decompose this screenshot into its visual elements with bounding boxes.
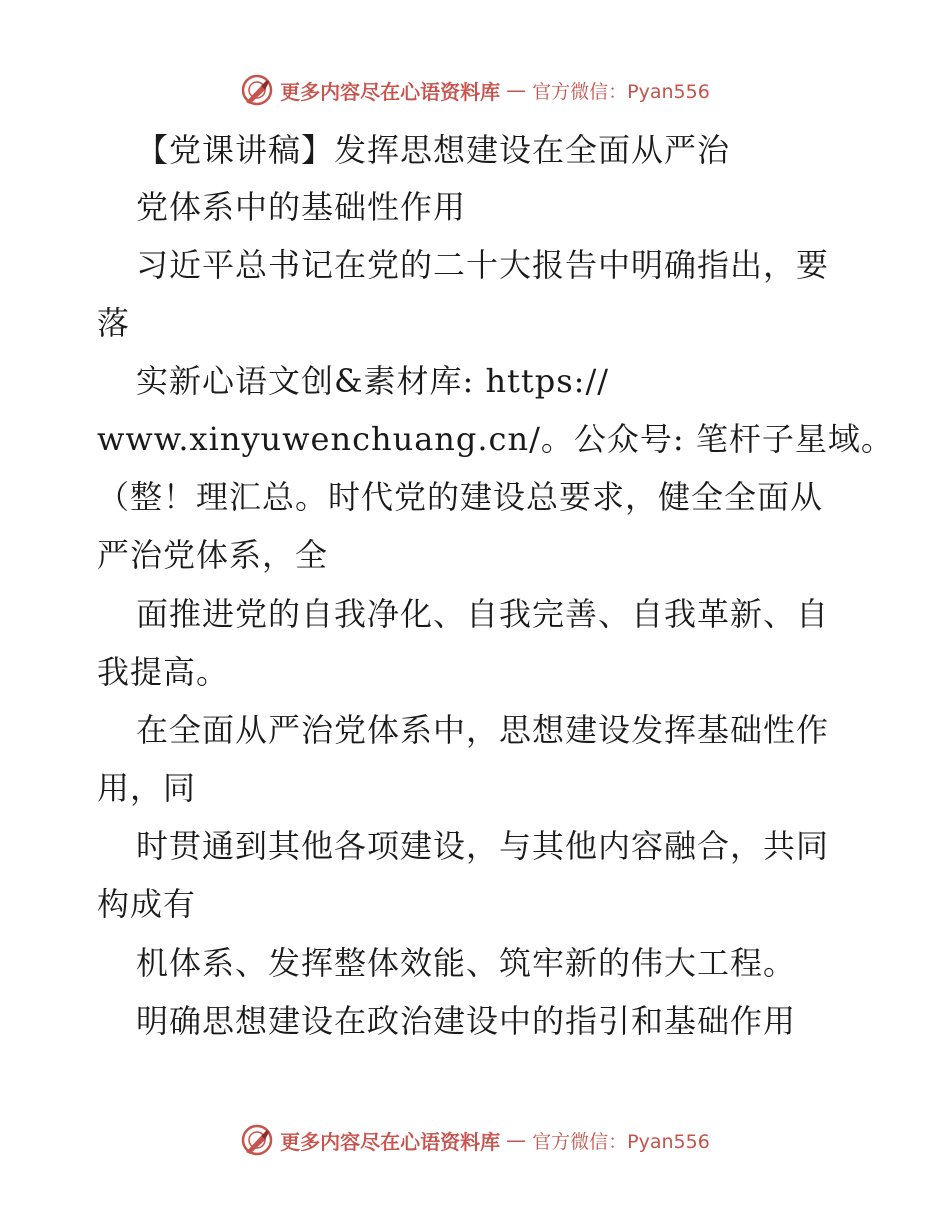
paragraph-line: 机体系、发挥整体效能、筑牢新的伟大工程。 [136, 944, 797, 982]
paragraph-line: 落 [97, 304, 131, 342]
paragraph-line: 实新心语文创&素材库: https:// [136, 362, 610, 400]
page-header [0, 72, 950, 108]
header-brand-text: 更多内容尽在心语资料库 [280, 79, 501, 104]
paragraph-line: 严治党体系，全 [97, 536, 329, 574]
pen-logo-icon [240, 73, 274, 107]
paragraph-line: 在全面从严治党体系中，思想建设发挥基础性作 [136, 711, 830, 749]
header-contact-text: 官方微信：Pyan556 [532, 80, 710, 103]
paragraph-line: 构成有 [97, 885, 197, 923]
paragraph-line: 用，同 [97, 769, 197, 807]
document-title: 【党课讲稿】发挥思想建设在全面从严治 [136, 131, 731, 169]
footer-dash: — [506, 1128, 527, 1152]
paragraph-line: （整！理汇总。时代党的建设总要求，健全全面从 [97, 478, 824, 516]
pen-logo-icon [240, 1123, 274, 1157]
footer-brand-text: 更多内容尽在心语资料库 [280, 1129, 501, 1154]
paragraph-line: 面推进党的自我净化、自我完善、自我革新、自 [136, 595, 830, 633]
page-footer [0, 1122, 950, 1158]
paragraph-line: 明确思想建设在政治建设中的指引和基础作用 [136, 1002, 797, 1040]
footer-contact-text: 官方微信：Pyan556 [532, 1130, 710, 1153]
paragraph-line: 我提高。 [97, 653, 230, 691]
header-dash: — [506, 78, 527, 102]
paragraph-line: www.xinyuwenchuang.cn/。公众号: 笔杆子星域。 [97, 420, 894, 458]
paragraph-line: 时贯通到其他各项建设，与其他内容融合，共同 [136, 827, 830, 865]
document-title-continued: 党体系中的基础性作用 [136, 188, 467, 226]
paragraph-line: 习近平总书记在党的二十大报告中明确指出，要 [136, 246, 830, 284]
